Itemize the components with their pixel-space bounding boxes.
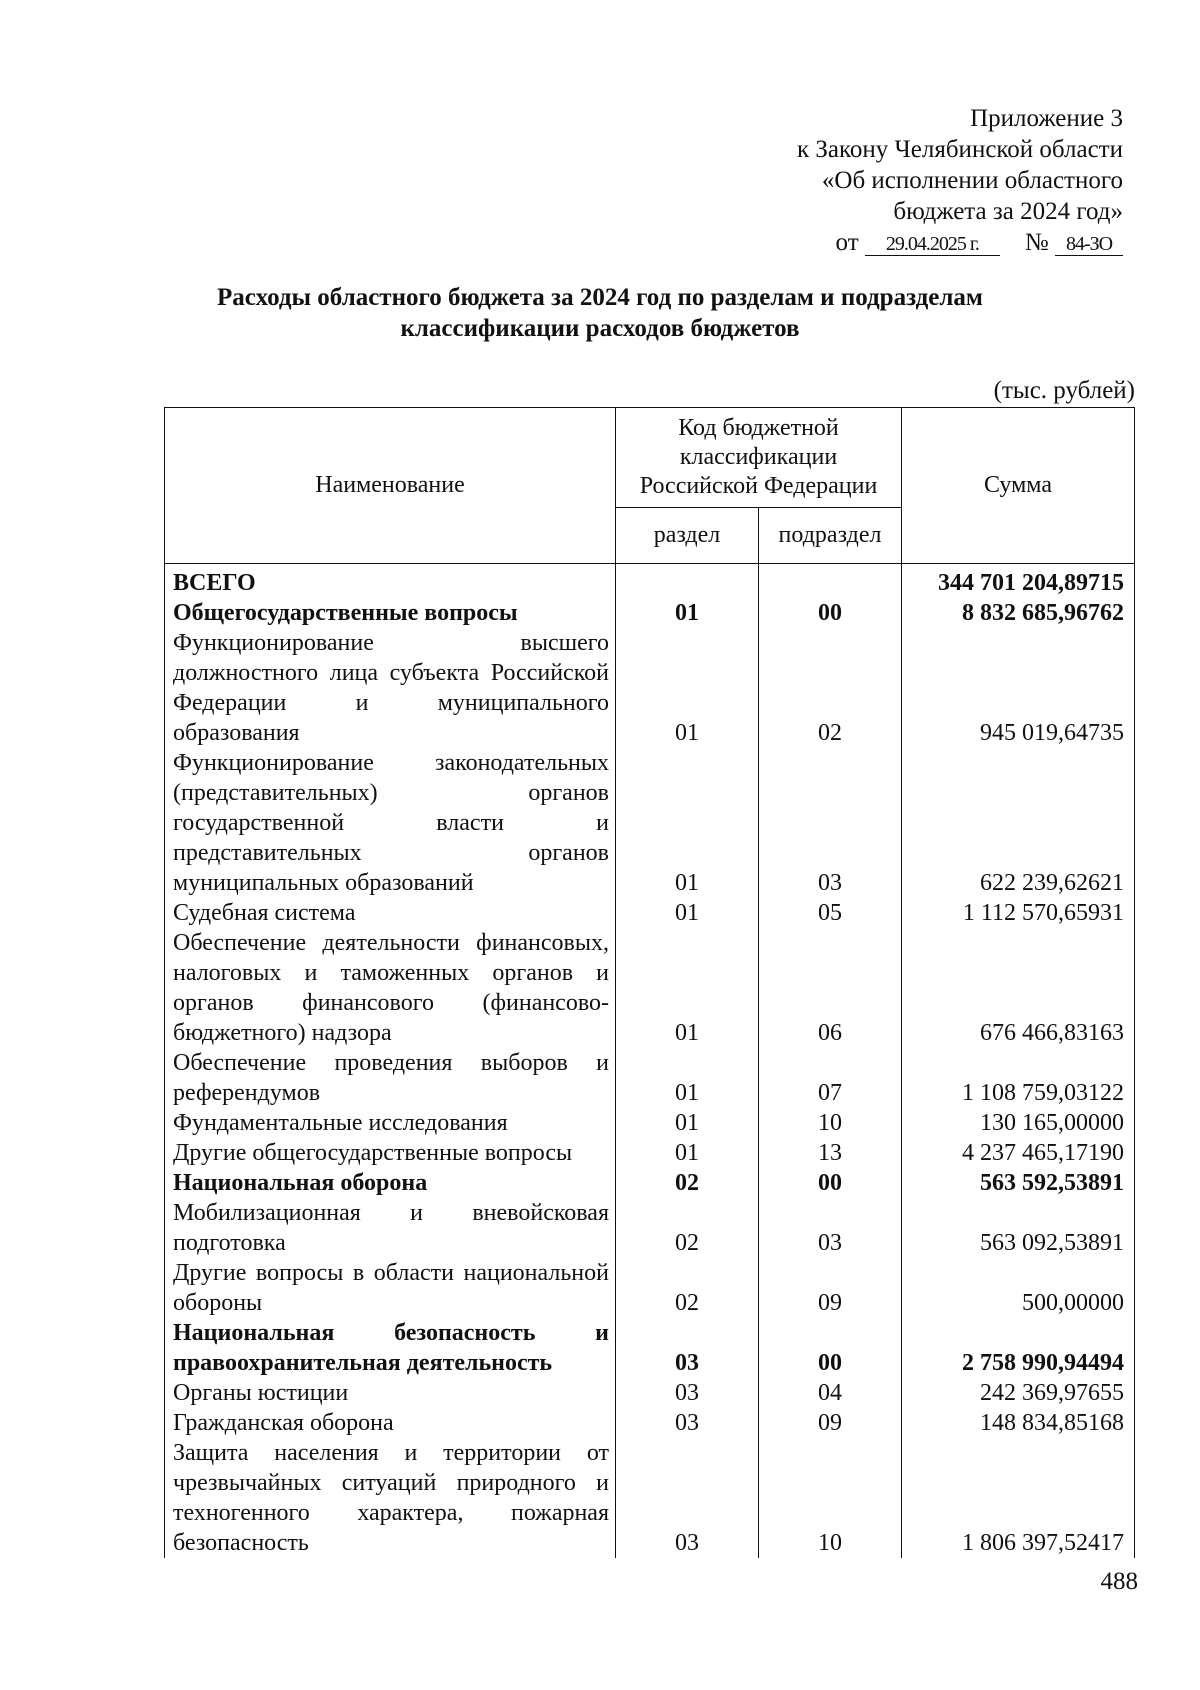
header-code: Код бюджетной классификации Российской Федерации xyxy=(616,408,902,508)
row-name: Другие общегосударственные вопросы xyxy=(165,1138,616,1168)
units-label: (тыс. рублей) xyxy=(993,377,1135,404)
number-prefix: № xyxy=(1024,229,1049,256)
table-row xyxy=(165,1438,1135,1558)
row-section: 01 xyxy=(616,1138,759,1168)
row-subsection: 10 xyxy=(759,1108,902,1138)
row-section: 01 xyxy=(616,748,759,898)
row-amount: 500,00000 xyxy=(902,1258,1135,1318)
table-row xyxy=(165,928,1135,1048)
row-amount: 130 165,00000 xyxy=(902,1108,1135,1138)
table-body xyxy=(165,564,1135,1559)
row-subsection: 13 xyxy=(759,1138,902,1168)
row-section: 01 xyxy=(616,598,759,628)
date-prefix: от xyxy=(835,229,859,256)
row-subsection: 03 xyxy=(759,1198,902,1258)
row-subsection xyxy=(759,564,902,599)
header-section: раздел xyxy=(616,508,759,564)
appendix-line-4: бюджета за 2024 год» xyxy=(893,198,1123,225)
row-subsection: 09 xyxy=(759,1258,902,1318)
row-subsection: 07 xyxy=(759,1048,902,1108)
row-section: 01 xyxy=(616,928,759,1048)
table-row xyxy=(165,598,1135,628)
row-amount: 1 112 570,65931 xyxy=(902,898,1135,928)
table-row xyxy=(165,1168,1135,1198)
row-name: Судебная система xyxy=(165,898,616,928)
row-section: 01 xyxy=(616,1048,759,1108)
appendix-line-3: «Об исполнении областного xyxy=(821,167,1123,194)
row-name: Обеспечение деятельности финансовых, налоговых и таможенных органов и органов финансового (финансово-бюджетного) надзора xyxy=(165,928,616,1048)
table-row xyxy=(165,1048,1135,1108)
document-title xyxy=(0,282,1200,344)
table-row xyxy=(165,898,1135,928)
header-amount: Сумма xyxy=(902,408,1135,564)
row-name: Национальная безопасность и правоохранительная деятельность xyxy=(165,1318,616,1378)
row-name: Гражданская оборона xyxy=(165,1408,616,1438)
table-row xyxy=(165,628,1135,748)
table-row xyxy=(165,1258,1135,1318)
table-row xyxy=(165,1138,1135,1168)
row-amount: 242 369,97655 xyxy=(902,1378,1135,1408)
row-name: Обеспечение проведения выборов и референдумов xyxy=(165,1048,616,1108)
row-name: Национальная оборона xyxy=(165,1168,616,1198)
row-name: Функционирование законодательных (представительных) органов государственной власти и представительных органов муниципальных образований xyxy=(165,748,616,898)
row-subsection: 05 xyxy=(759,898,902,928)
table-row xyxy=(165,1378,1135,1408)
row-subsection: 00 xyxy=(759,1318,902,1378)
row-amount: 2 758 990,94494 xyxy=(902,1318,1135,1378)
table-row xyxy=(165,1408,1135,1438)
row-subsection: 00 xyxy=(759,598,902,628)
row-name: Другие вопросы в области национальной обороны xyxy=(165,1258,616,1318)
table-row xyxy=(165,1108,1135,1138)
row-amount: 563 092,53891 xyxy=(902,1198,1135,1258)
appendix-date-line xyxy=(797,227,1123,258)
table-row xyxy=(165,564,1135,599)
row-amount: 1 806 397,52417 xyxy=(902,1438,1135,1558)
row-section: 02 xyxy=(616,1258,759,1318)
row-amount: 344 701 204,89715 xyxy=(902,564,1135,599)
law-date: 29.04.2025 г. xyxy=(865,233,1000,256)
row-amount: 148 834,85168 xyxy=(902,1408,1135,1438)
row-section: 02 xyxy=(616,1168,759,1198)
row-subsection: 04 xyxy=(759,1378,902,1408)
title-line-2: классификации расходов бюджетов xyxy=(400,315,800,342)
row-name: ВСЕГО xyxy=(165,564,616,599)
row-name: Фундаментальные исследования xyxy=(165,1108,616,1138)
row-amount: 676 466,83163 xyxy=(902,928,1135,1048)
row-section xyxy=(616,564,759,599)
expenses-table xyxy=(164,407,1135,1558)
page-number: 488 xyxy=(1100,1568,1138,1595)
row-subsection: 06 xyxy=(759,928,902,1048)
title-line-1: Расходы областного бюджета за 2024 год по разделам и подразделам xyxy=(217,284,983,311)
row-name: Функционирование высшего должностного лица субъекта Российской Федерации и муниципального образования xyxy=(165,628,616,748)
row-section: 01 xyxy=(616,1108,759,1138)
row-section: 01 xyxy=(616,628,759,748)
appendix-line-1: Приложение 3 xyxy=(970,105,1123,132)
row-section: 03 xyxy=(616,1408,759,1438)
row-amount: 1 108 759,03122 xyxy=(902,1048,1135,1108)
table-row xyxy=(165,1198,1135,1258)
row-section: 03 xyxy=(616,1438,759,1558)
table-row xyxy=(165,748,1135,898)
table-row xyxy=(165,1318,1135,1378)
row-subsection: 09 xyxy=(759,1408,902,1438)
row-subsection: 00 xyxy=(759,1168,902,1198)
row-subsection: 03 xyxy=(759,748,902,898)
row-section: 02 xyxy=(616,1198,759,1258)
appendix-block xyxy=(797,103,1123,258)
header-name: Наименование xyxy=(165,408,616,564)
row-subsection: 02 xyxy=(759,628,902,748)
row-section: 01 xyxy=(616,898,759,928)
row-amount: 8 832 685,96762 xyxy=(902,598,1135,628)
row-amount: 563 592,53891 xyxy=(902,1168,1135,1198)
row-amount: 4 237 465,17190 xyxy=(902,1138,1135,1168)
header-subsection: подраздел xyxy=(759,508,902,564)
row-name: Мобилизационная и вневойсковая подготовка xyxy=(165,1198,616,1258)
row-section: 03 xyxy=(616,1378,759,1408)
row-amount: 622 239,62621 xyxy=(902,748,1135,898)
law-number: 84-ЗО xyxy=(1055,233,1123,256)
row-amount: 945 019,64735 xyxy=(902,628,1135,748)
row-name: Органы юстиции xyxy=(165,1378,616,1408)
appendix-line-2: к Закону Челябинской области xyxy=(797,136,1123,163)
row-name: Общегосударственные вопросы xyxy=(165,598,616,628)
row-section: 03 xyxy=(616,1318,759,1378)
row-name: Защита населения и территории от чрезвычайных ситуаций природного и техногенного характера, пожарная безопасность xyxy=(165,1438,616,1558)
row-subsection: 10 xyxy=(759,1438,902,1558)
